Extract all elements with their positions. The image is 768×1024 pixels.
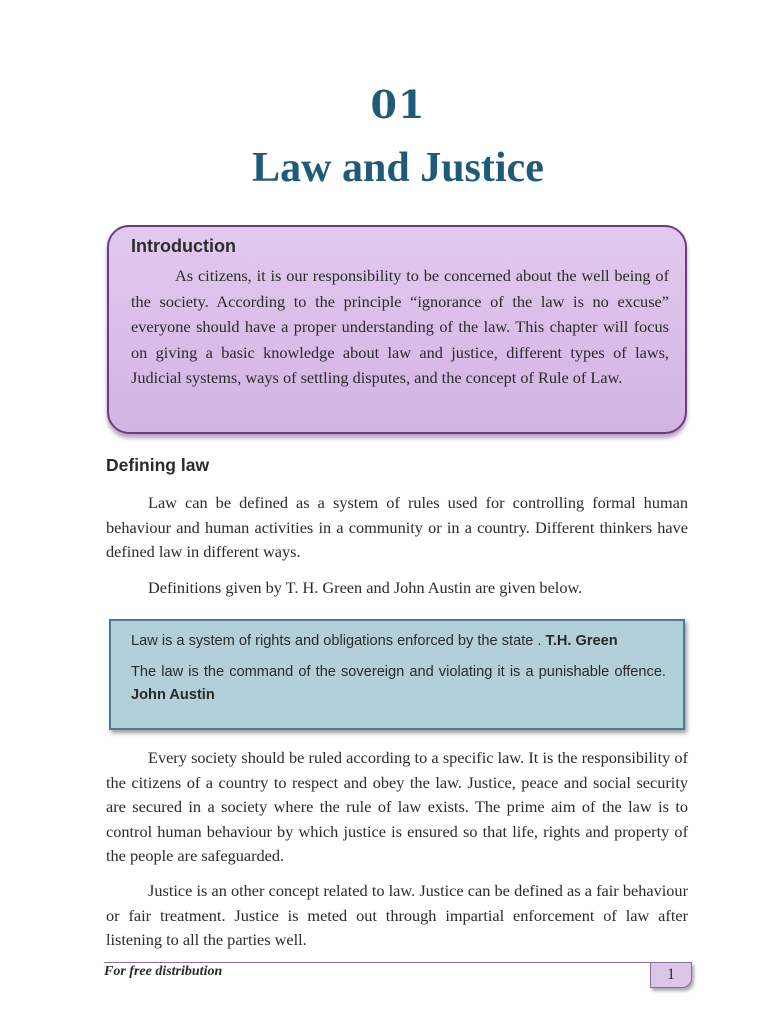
definition-text: The law is the command of the sovereign and violating it is a punishable offence. xyxy=(131,664,666,680)
page-number: 1 xyxy=(667,966,675,983)
footer-divider xyxy=(104,962,650,963)
definition-austin xyxy=(131,661,666,707)
paragraph-law-definition: Law can be defined as a system of rules used for controlling formal human behaviour and human activities in a community or in a country. Different thinkers have defined law in different ways. xyxy=(106,493,688,561)
paragraph-rule-of-law: Every society should be ruled according to a specific law. It is the responsibility of the citizens of a country to respect and obey the law. Justice, peace and social security are secured in a society where the rule of law exists. The prime aim of the law is to control human behaviour by which justice is ensured so that life, rights and property of the people are safeguarded. xyxy=(106,748,688,865)
section-heading-defining-law: Defining law xyxy=(106,455,210,475)
paragraph-definitions-intro: Definitions given by T. H. Green and John Austin are given below. xyxy=(148,578,583,597)
definitions-box xyxy=(109,619,685,730)
page-number-tab xyxy=(650,962,692,988)
footer-text: For free distribution xyxy=(104,964,223,979)
introduction-heading: Introduction xyxy=(131,236,236,256)
introduction-box xyxy=(107,225,687,434)
chapter-title: Law and Justice xyxy=(252,145,544,191)
introduction-text: As citizens, it is our responsibility to be concerned about the well being of the society. According to the principle “ignorance of the law is no excuse” everyone should have a proper understanding of the law. This chapter will focus on giving a basic knowledge about law and justice, different types of laws, Judicial systems, ways of settling disputes, and the concept of Rule of Law. xyxy=(131,266,669,388)
paragraph-justice: Justice is an other concept related to law. Justice can be defined as a fair behaviour or fair treatment. Justice is meted out through impartial enforcement of law after listening to all the parties well. xyxy=(106,881,688,949)
definition-green xyxy=(131,630,666,653)
definition-text: Law is a system of rights and obligations enforced by the state . xyxy=(131,633,546,649)
chapter-number: 01 xyxy=(370,82,426,127)
definition-author: T.H. Green xyxy=(545,633,618,649)
definition-author: John Austin xyxy=(131,687,215,703)
